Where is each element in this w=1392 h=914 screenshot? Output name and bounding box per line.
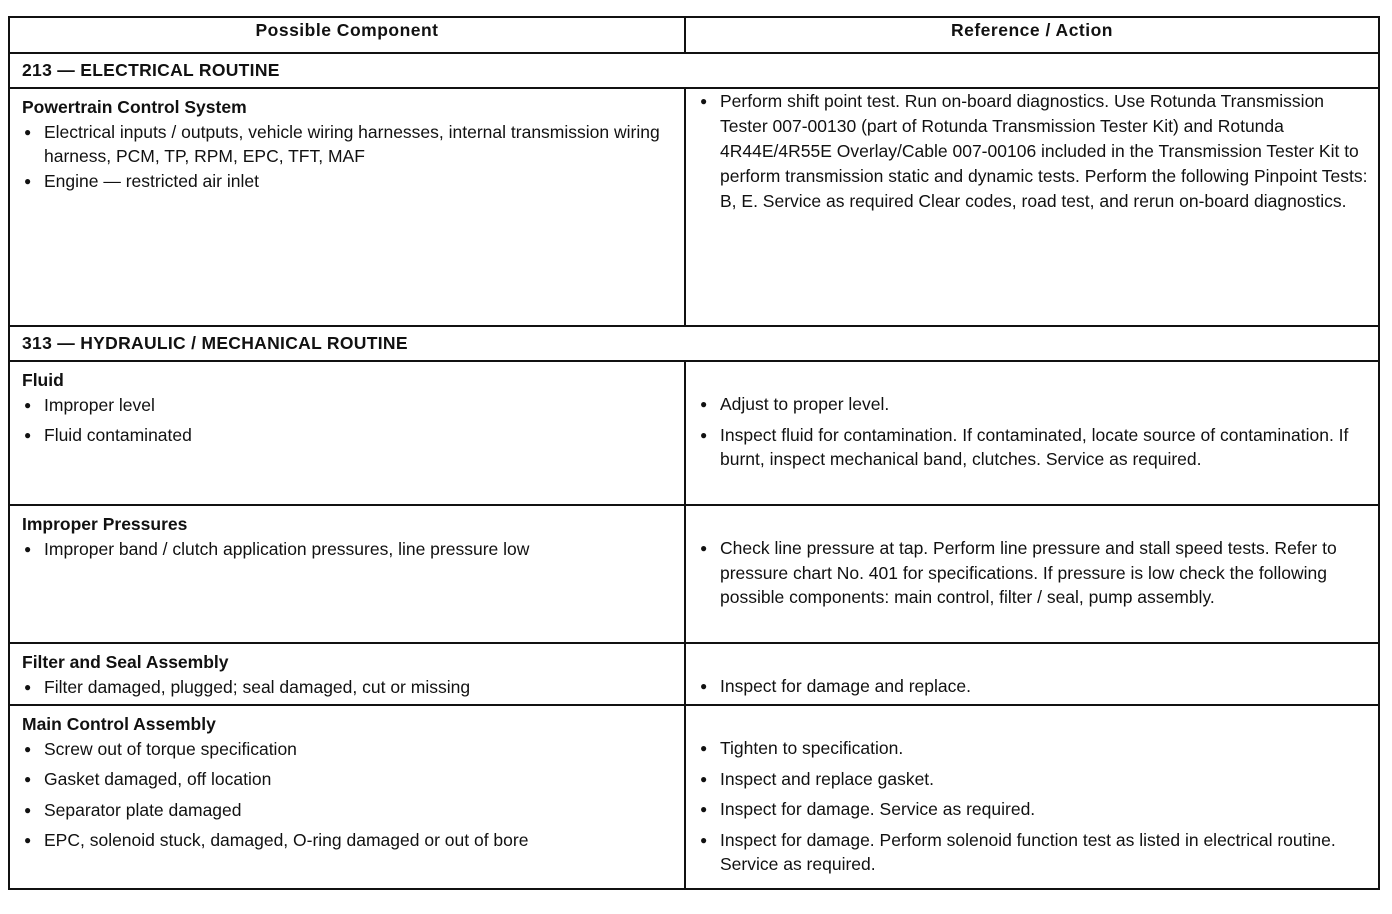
- component-cell: [9, 643, 685, 705]
- component-cell: [9, 361, 685, 505]
- group-title: Fluid: [22, 370, 64, 390]
- action-list: [696, 392, 1368, 472]
- action-cell: [685, 643, 1379, 705]
- group-title: Main Control Assembly: [22, 714, 216, 734]
- action-item: ● Tighten to specification.: [698, 736, 1368, 761]
- component-item: ● Filter damaged, plugged; seal damaged, cut or missing: [22, 675, 674, 700]
- group-title: Powertrain Control System: [22, 97, 247, 117]
- group-title: Improper Pressures: [22, 514, 188, 534]
- component-list: [20, 393, 674, 448]
- group-row-powertrain: [9, 88, 1379, 326]
- component-item: ● Engine — restricted air inlet: [22, 169, 674, 194]
- action-item: ● Adjust to proper level.: [698, 392, 1368, 417]
- action-list: [696, 89, 1368, 214]
- header-possible-component: Possible Component: [9, 17, 685, 53]
- header-reference-action: Reference / Action: [685, 17, 1379, 53]
- action-item: ● Perform shift point test. Run on-board diagnostics. Use Rotunda Transmission Tester 007-00130 (part of Rotunda Transmission Tester Kit) and Rotunda 4R44E/4R55E Overlay/Cable 007-00106 included in the Transmission Tester Kit to perform transmission static and dynamic tests. Perform the following Pinpoint Tests: B, E. Service as required Clear codes, road test, and rerun on-board diagnostics.: [698, 89, 1368, 214]
- action-item: ● Check line pressure at tap. Perform line pressure and stall speed tests. Refer to pressure chart No. 401 for specifications. If pressure is low check the following possible components: main control, filter / seal, pump assembly.: [698, 536, 1368, 610]
- action-cell: [685, 361, 1379, 505]
- routine-title: 313 — HYDRAULIC / MECHANICAL ROUTINE: [9, 326, 1379, 361]
- group-row-filter-seal: [9, 643, 1379, 705]
- component-item: ● Improper band / clutch application pressures, line pressure low: [22, 537, 674, 562]
- routine-row-electrical: [9, 53, 1379, 88]
- group-row-improper-pressures: [9, 505, 1379, 643]
- component-item: ● Separator plate damaged: [22, 798, 674, 823]
- component-item: ● EPC, solenoid stuck, damaged, O-ring damaged or out of bore: [22, 828, 674, 853]
- action-item: ● Inspect fluid for contamination. If contaminated, locate source of contamination. If burnt, inspect mechanical band, clutches. Service as required.: [698, 423, 1368, 472]
- action-list: [696, 536, 1368, 610]
- group-row-main-control: [9, 705, 1379, 889]
- diagnosis-table: [8, 16, 1380, 890]
- routine-title: 213 — ELECTRICAL ROUTINE: [9, 53, 1379, 88]
- component-list: [20, 675, 674, 700]
- component-list: [20, 120, 674, 194]
- header-row: [9, 17, 1379, 53]
- component-cell: [9, 505, 685, 643]
- routine-row-hydraulic: [9, 326, 1379, 361]
- component-cell: [9, 88, 685, 326]
- component-item: ● Fluid contaminated: [22, 423, 674, 448]
- action-item: ● Inspect for damage. Service as required.: [698, 797, 1368, 822]
- action-item: ● Inspect for damage. Perform solenoid function test as listed in electrical routine. Service as required.: [698, 828, 1368, 877]
- component-item: ● Electrical inputs / outputs, vehicle wiring harnesses, internal transmission wiring harness, PCM, TP, RPM, EPC, TFT, MAF: [22, 120, 674, 169]
- component-cell: [9, 705, 685, 889]
- action-cell: [685, 505, 1379, 643]
- component-item: ● Gasket damaged, off location: [22, 767, 674, 792]
- component-item: ● Improper level: [22, 393, 674, 418]
- component-item: ● Screw out of torque specification: [22, 737, 674, 762]
- action-list: [696, 674, 1368, 699]
- action-cell: [685, 88, 1379, 326]
- action-list: [696, 736, 1368, 877]
- action-item: ● Inspect for damage and replace.: [698, 674, 1368, 699]
- action-cell: [685, 705, 1379, 889]
- group-title: Filter and Seal Assembly: [22, 652, 229, 672]
- action-item: ● Inspect and replace gasket.: [698, 767, 1368, 792]
- group-row-fluid: [9, 361, 1379, 505]
- component-list: [20, 737, 674, 853]
- component-list: [20, 537, 674, 562]
